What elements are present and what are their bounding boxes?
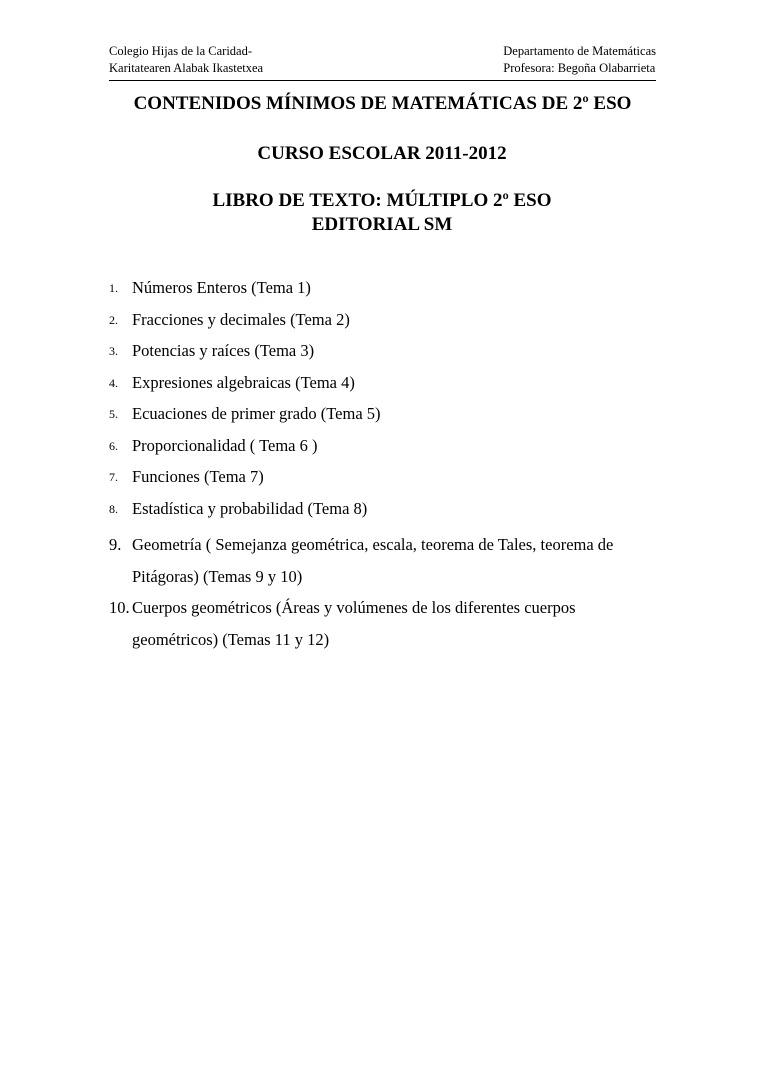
list-item [109,592,669,655]
page-header [109,42,656,81]
teacher-name: Profesora: Begoña Olabarrieta [503,61,656,75]
item-number: 10. [109,598,130,617]
item-text: Proporcionalidad ( Tema 6 ) [132,435,318,455]
item-text: Números Enteros (Tema 1) [132,278,311,297]
list-item [109,466,669,498]
item-text: Potencias y raíces (Tema 3) [132,341,315,360]
item-text: Ecuaciones de primer grado (Tema 5) [132,404,381,423]
school-name: Colegio Hijas de la Caridad- [109,44,253,58]
item-text: Expresiones algebraicas (Tema 4) [132,372,355,392]
item-number: 6. [109,438,118,453]
item-text: Funciones (Tema 7) [132,467,264,486]
page-title: CONTENIDOS MÍNIMOS DE MATEMÁTICAS DE 2º ESO [133,93,632,114]
textbook-info [200,189,564,237]
list-item [109,498,669,530]
item-number: 8. [109,501,118,516]
list-item [109,435,669,467]
list-item [109,372,669,404]
item-number: 9. [109,535,122,554]
item-number: 4. [109,375,118,390]
item-text: Cuerpos geométricos (Áreas y volúmenes de los diferentes cuerpos geométricos) (Temas 11 y 12) [132,598,576,649]
item-number: 2. [109,312,118,327]
item-number: 5. [109,407,118,421]
item-text: Estadística y probabilidad (Tema 8) [132,498,368,518]
school-name-basque: Karitatearen Alabak Ikastetxea [109,61,264,75]
school-info [109,43,263,77]
item-number: 1. [109,281,118,295]
item-text: Fracciones y decimales (Tema 2) [132,309,350,329]
textbook-title: LIBRO DE TEXTO: MÚLTIPLO 2º ESO [212,190,552,211]
topics-list [109,277,669,655]
list-item [109,277,669,309]
item-number: 7. [109,470,118,484]
textbook-publisher: EDITORIAL SM [311,214,453,235]
item-number: 3. [109,344,118,358]
list-item [109,403,669,435]
list-item [109,529,669,592]
department-name: Departamento de Matemáticas [503,44,656,58]
item-text: Geometría ( Semejanza geométrica, escala, teorema de Tales, teorema de Pitágoras) (Temas 9 y 10) [132,535,614,586]
course-year: CURSO ESCOLAR 2011-2012 [257,143,507,164]
department-info [503,43,656,77]
list-item [109,309,669,341]
list-item [109,340,669,372]
